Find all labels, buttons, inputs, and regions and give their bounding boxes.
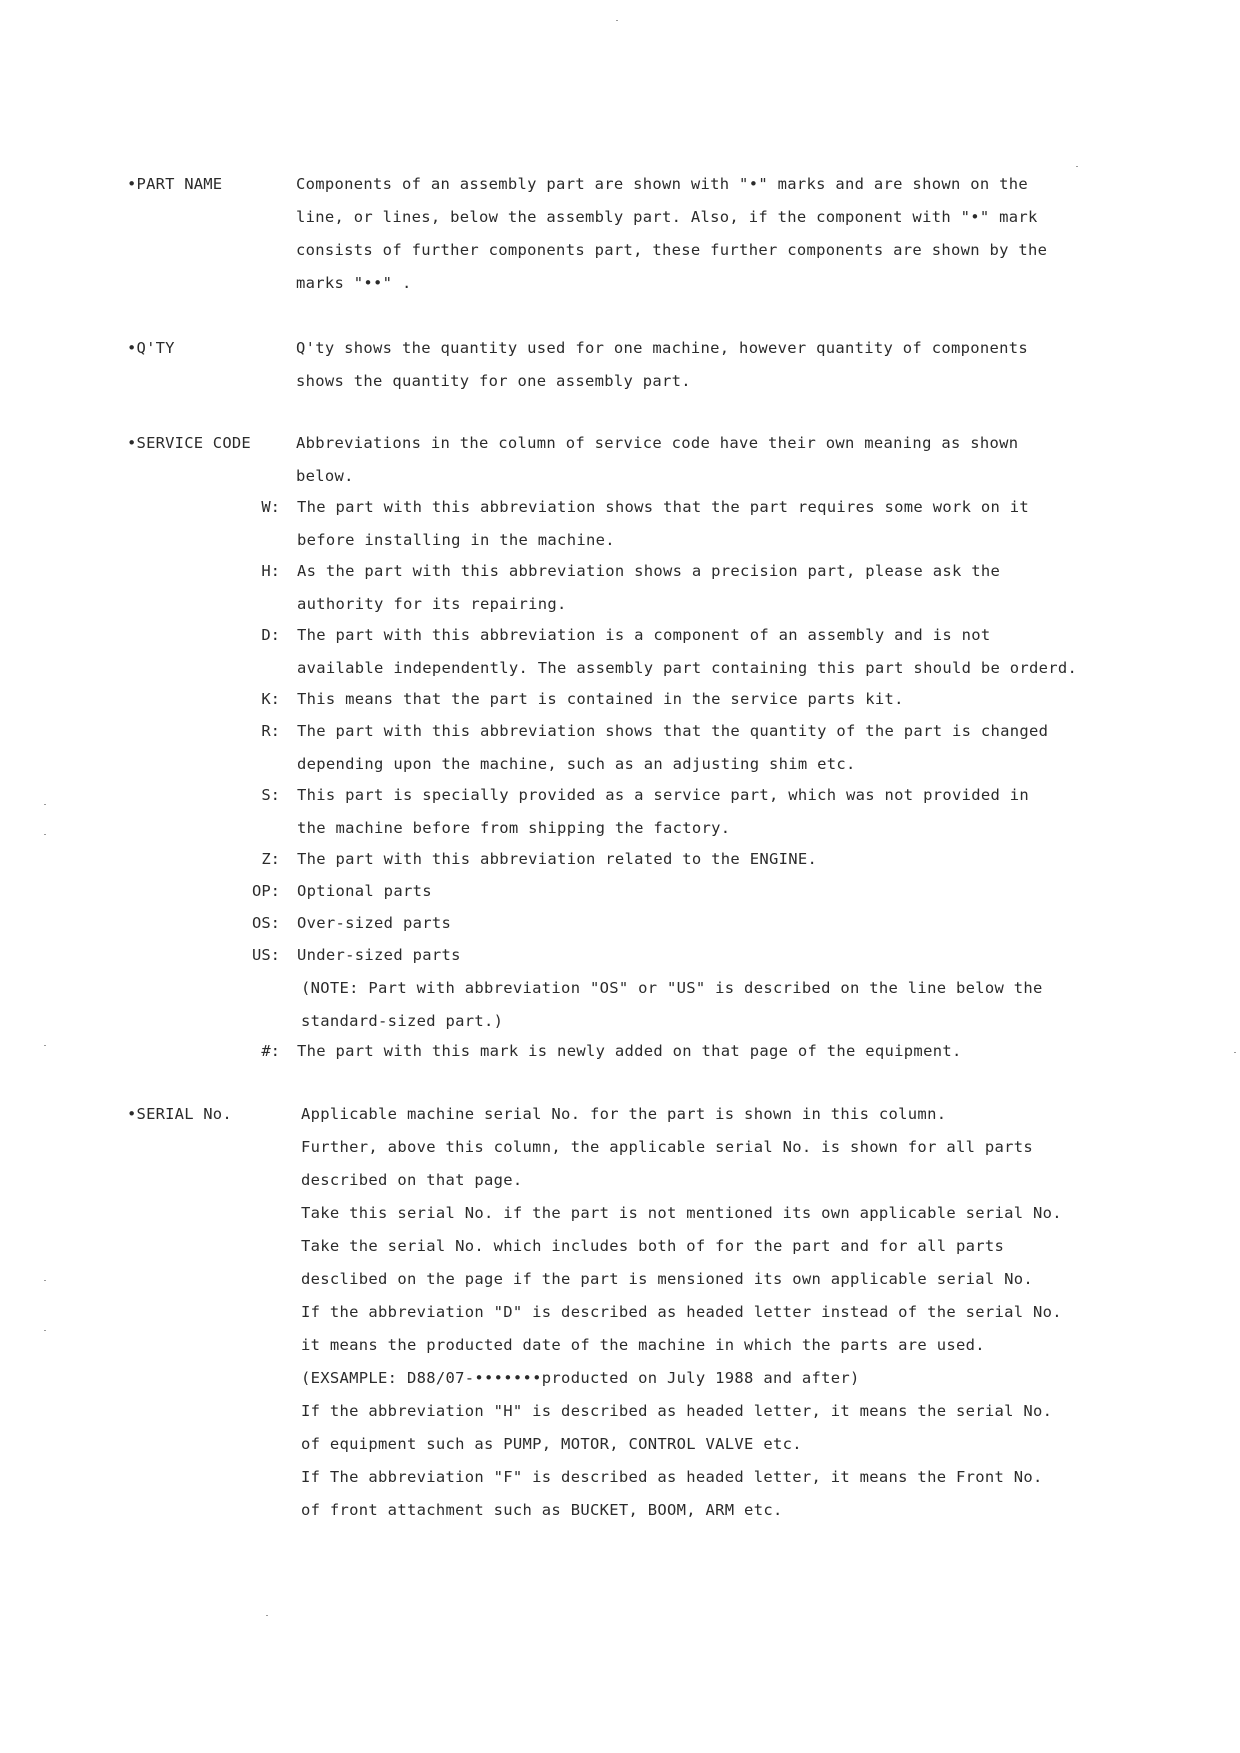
serial-no-line: Take this serial No. if the part is not mentioned its own applicable serial No. [301, 1204, 1062, 1222]
service-code-line: Abbreviations in the column of service code have their own meaning as shown [296, 434, 1019, 452]
abbreviation-line: The part with this mark is newly added on that page of the equipment. [297, 1042, 962, 1060]
abbreviation-note-line: (NOTE: Part with abbreviation "OS" or "US" is described on the line below the [301, 979, 1043, 997]
serial-no-line: If The abbreviation "F" is described as headed letter, it means the Front No. [301, 1468, 1043, 1486]
abbreviation-code: Z: [261, 850, 280, 868]
serial-no-line: of equipment such as PUMP, MOTOR, CONTROL VALVE etc. [301, 1435, 802, 1453]
abbreviation-text [297, 779, 1117, 845]
serial-no-line: Take the serial No. which includes both of for the part and for all parts [301, 1237, 1005, 1255]
serial-no-line: desclibed on the page if the part is mensioned its own applicable serial No. [301, 1270, 1034, 1288]
abbreviation-text [297, 1035, 1117, 1068]
abbreviation-text [297, 843, 1117, 876]
service-code-term: •SERVICE CODE [127, 434, 251, 452]
abbreviation-line: This part is specially provided as a service part, which was not provided in [297, 786, 1030, 804]
scan-speck [44, 1330, 46, 1331]
part-name-line: Components of an assembly part are shown with "•" marks and are shown on the [296, 175, 1029, 193]
abbreviation-line: Optional parts [297, 882, 432, 900]
abbreviation-note-line: standard-sized part.) [301, 1012, 504, 1030]
serial-no-line: of front attachment such as BUCKET, BOOM, ARM etc. [301, 1501, 783, 1519]
abbreviation-text [297, 875, 1117, 908]
serial-no-line: Applicable machine serial No. for the part is shown in this column. [301, 1105, 947, 1123]
scan-speck [616, 20, 618, 21]
abbreviation-line: available independently. The assembly part containing this part should be orderd. [297, 659, 1078, 677]
serial-no-line: If the abbreviation "H" is described as headed letter, it means the serial No. [301, 1402, 1053, 1420]
abbreviation-line: authority for its repairing. [297, 595, 567, 613]
service-code-line: below. [296, 467, 354, 485]
abbreviation-line: The part with this abbreviation is a component of an assembly and is not [297, 626, 991, 644]
abbreviation-code: D: [261, 626, 280, 644]
part-name-line: line, or lines, below the assembly part. Also, if the component with "•" mark [296, 208, 1038, 226]
scan-speck [266, 1615, 268, 1616]
abbreviation-code: W: [261, 498, 280, 516]
abbreviation-line: The part with this abbreviation shows that the quantity of the part is changed [297, 722, 1049, 740]
abbreviation-code: S: [261, 786, 280, 804]
scan-speck [1076, 166, 1078, 167]
abbreviation-code: K: [261, 690, 280, 708]
abbreviation-line: Under-sized parts [297, 946, 461, 964]
abbreviation-code: H: [261, 562, 280, 580]
service-code-description [296, 427, 1116, 493]
part-name-line: marks "••" . [296, 274, 412, 292]
scan-speck [44, 1045, 46, 1046]
serial-no-description [301, 1098, 1121, 1527]
qty-line: Q'ty shows the quantity used for one machine, however quantity of components [296, 339, 1029, 357]
part-name-description [296, 168, 1116, 300]
serial-no-line: Further, above this column, the applicable serial No. is shown for all parts [301, 1138, 1034, 1156]
part-name-term: •PART NAME [127, 175, 223, 193]
abbreviation-line: Over-sized parts [297, 914, 452, 932]
abbreviation-line: the machine before from shipping the factory. [297, 819, 731, 837]
abbreviation-text [297, 619, 1117, 685]
serial-no-line: it means the producted date of the machine in which the parts are used. [301, 1336, 985, 1354]
abbreviation-text [297, 907, 1117, 940]
abbreviation-code: R: [261, 722, 280, 740]
abbreviation-text [297, 683, 1117, 716]
serial-no-line: described on that page. [301, 1171, 523, 1189]
scan-speck [44, 834, 46, 835]
abbreviation-line: before installing in the machine. [297, 531, 615, 549]
abbreviation-text [297, 715, 1117, 781]
serial-no-line: (EXSAMPLE: D88/07-•••••••producted on July 1988 and after) [301, 1369, 860, 1387]
abbreviation-text [297, 555, 1117, 621]
abbreviation-line: depending upon the machine, such as an adjusting shim etc. [297, 755, 856, 773]
part-name-line: consists of further components part, these further components are shown by the [296, 241, 1048, 259]
abbreviation-line: The part with this abbreviation related to the ENGINE. [297, 850, 818, 868]
qty-term: •Q'TY [127, 339, 175, 357]
scan-speck [44, 1280, 46, 1281]
qty-description [296, 332, 1116, 398]
abbreviation-text [297, 939, 1117, 1038]
scan-speck [44, 804, 46, 805]
abbreviation-text [297, 491, 1117, 557]
abbreviation-code: #: [261, 1042, 280, 1060]
serial-no-term: •SERIAL No. [127, 1105, 232, 1123]
qty-line: shows the quantity for one assembly part. [296, 372, 691, 390]
abbreviation-line: The part with this abbreviation shows that the part requires some work on it [297, 498, 1030, 516]
abbreviation-line: As the part with this abbreviation shows a precision part, please ask the [297, 562, 1001, 580]
abbreviation-line: This means that the part is contained in the service parts kit. [297, 690, 904, 708]
abbreviation-code: OS: [252, 914, 280, 932]
abbreviation-code: OP: [252, 882, 280, 900]
serial-no-line: If the abbreviation "D" is described as headed letter instead of the serial No. [301, 1303, 1062, 1321]
scan-speck [1234, 1052, 1236, 1053]
abbreviation-code: US: [252, 946, 280, 964]
